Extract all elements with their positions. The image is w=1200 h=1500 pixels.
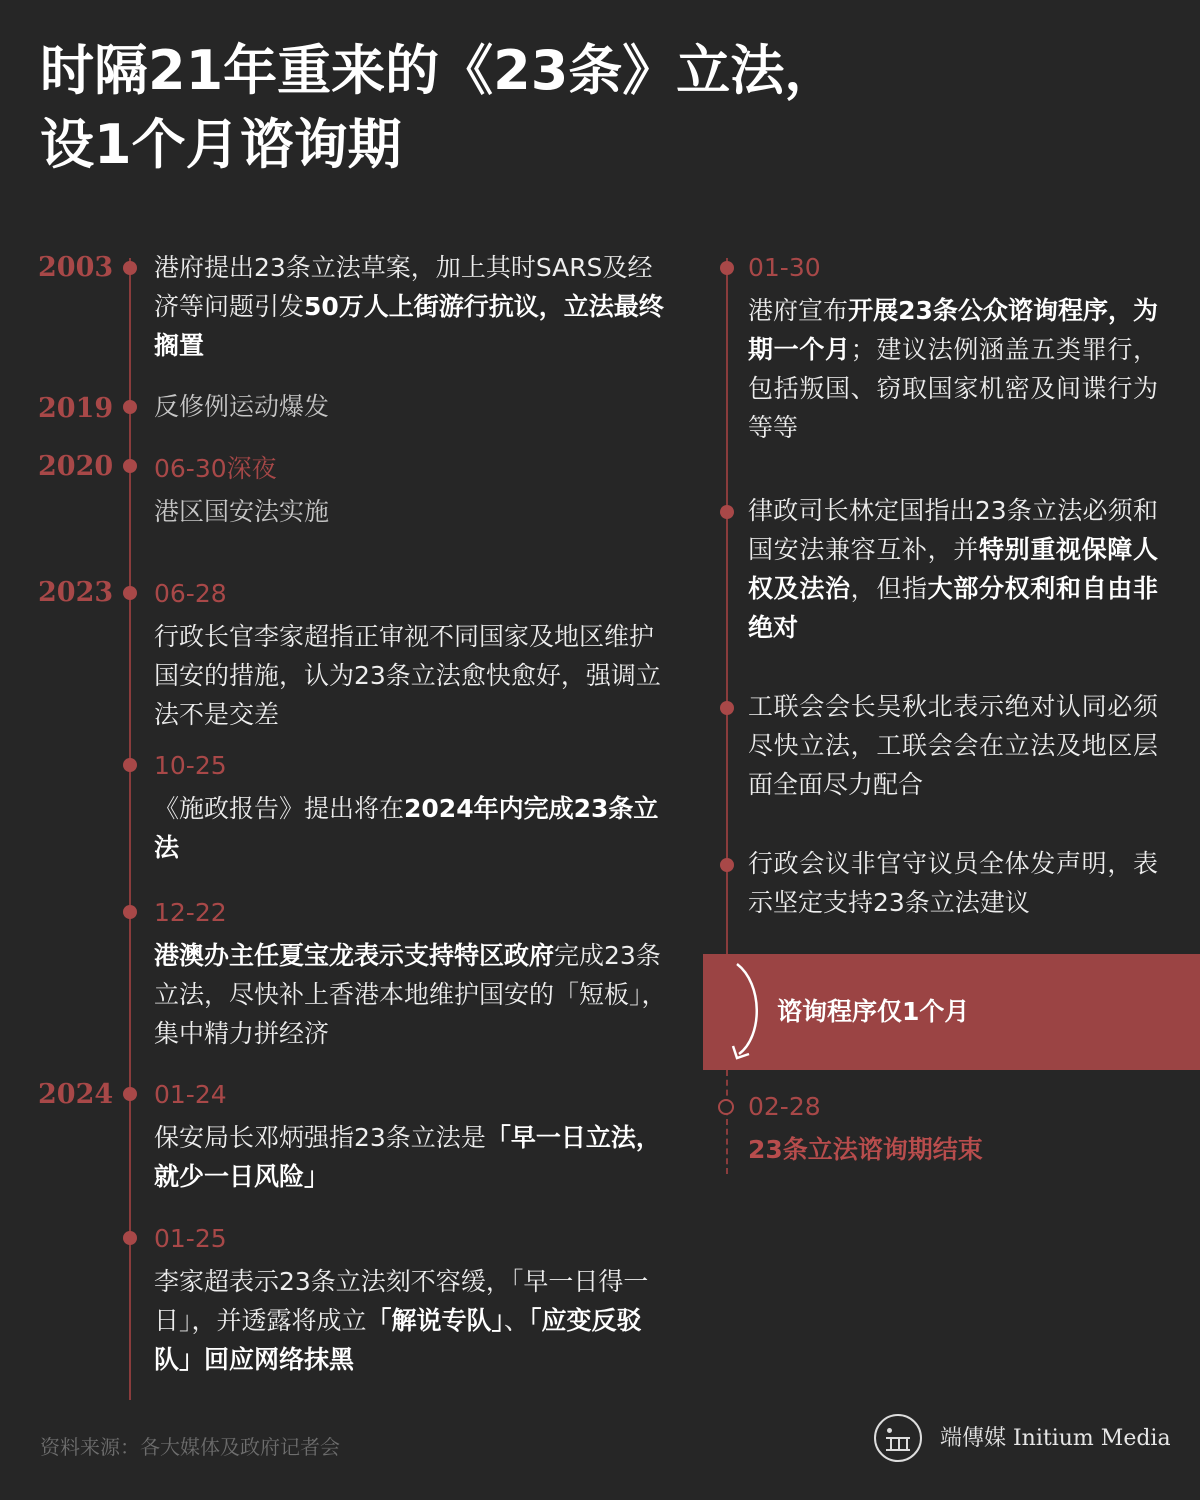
timeline-dot [123, 758, 137, 772]
event-date: 01-24 [154, 1080, 227, 1109]
timeline-dot [123, 459, 137, 473]
timeline-dot [123, 905, 137, 919]
brand-name: 端傳媒 Initium Media [940, 1426, 1171, 1451]
year-2003: 2003 [38, 252, 114, 283]
event-date: 06-28 [154, 579, 227, 608]
year-2024: 2024 [38, 1079, 114, 1110]
event-2024-01-24: 01-24 保安局长邓炳强指23条立法是「早一日立法，就少一日风险」 [154, 1075, 674, 1196]
year-2019: 2019 [38, 393, 114, 424]
event-exco-statement: 行政会议非官守议员全体发声明，表示坚定支持23条立法建议 [748, 849, 1158, 917]
event-date: 10-25 [154, 751, 227, 780]
banner-text: 谘询程序仅1个月 [777, 997, 970, 1026]
curved-arrow-icon [725, 954, 785, 1070]
timeline-dot [123, 1087, 137, 1101]
event-date: 12-22 [154, 898, 227, 927]
title-line-2: 设1个月谘询期 [40, 113, 402, 176]
event-2024-01-25: 01-25 李家超表示23条立法刻不容缓，「早一日得一日」，并透露将成立「解说专队」、「应变反驳队」回应网络抹黑 [154, 1219, 674, 1379]
timeline-dot [720, 261, 734, 275]
event-date: 06-30深夜 [154, 454, 277, 483]
event-doj-statement: 律政司长林定国指出23条立法必须和国安法兼容互补，并特别重视保障人权及法治，但指大部分权利和自由非绝对 [748, 496, 1158, 642]
timeline-dot [123, 400, 137, 414]
right-timeline-line [726, 258, 728, 954]
timeline-dot [123, 1231, 137, 1245]
event-2023-06-28: 06-28 行政长官李家超指正审视不同国家及地区维护国安的措施，认为23条立法愈快愈好，强调立法不是交差 [154, 574, 674, 734]
source-note: 资料来源：各大媒体及政府记者会 [40, 1435, 340, 1459]
timeline-dot [720, 701, 734, 715]
right-timeline-dashed-line [726, 1070, 728, 1174]
title-line-1: 时隔21年重来的《23条》立法， [40, 39, 839, 102]
page-title [40, 34, 1040, 182]
timeline-dot [720, 505, 734, 519]
event-02-28: 02-28 23条立法谘询期结束 [748, 1087, 1158, 1169]
event-date: 01-30 [748, 253, 821, 282]
event-ftu-statement: 工联会会长吴秋北表示绝对认同必须尽快立法，工联会会在立法及地区层面全面尽力配合 [748, 692, 1158, 799]
timeline-dot [123, 261, 137, 275]
consultation-banner [703, 954, 1200, 1070]
event-2020: 06-30深夜 港区国安法实施 [154, 449, 674, 531]
initium-logo-icon [874, 1414, 922, 1462]
timeline-dot [720, 858, 734, 872]
left-timeline-line [129, 258, 131, 1400]
event-2023-12-22: 12-22 港澳办主任夏宝龙表示支持特区政府完成23条立法，尽快补上香港本地维护国安的「短板」，集中精力拼经济 [154, 893, 674, 1053]
event-2003: 港府提出23条立法草案，加上其时SARS及经济等问题引发50万人上街游行抗议，立法最终搁置 [154, 253, 664, 360]
event-date: 02-28 [748, 1092, 821, 1121]
event-01-30: 01-30 港府宣布开展23条公众谘询程序，为期一个月；建议法例涵盖五类罪行，包括叛国、窃取国家机密及间谍行为等等 [748, 248, 1158, 447]
event-2019: 反修例运动爆发 [154, 392, 330, 421]
event-date: 01-25 [154, 1224, 227, 1253]
year-2020: 2020 [38, 451, 114, 482]
year-2023: 2023 [38, 577, 114, 608]
event-2023-10-25: 10-25 《施政报告》提出将在2024年内完成23条立法 [154, 746, 674, 867]
timeline-dot-hollow [718, 1099, 734, 1115]
timeline-dot [123, 586, 137, 600]
